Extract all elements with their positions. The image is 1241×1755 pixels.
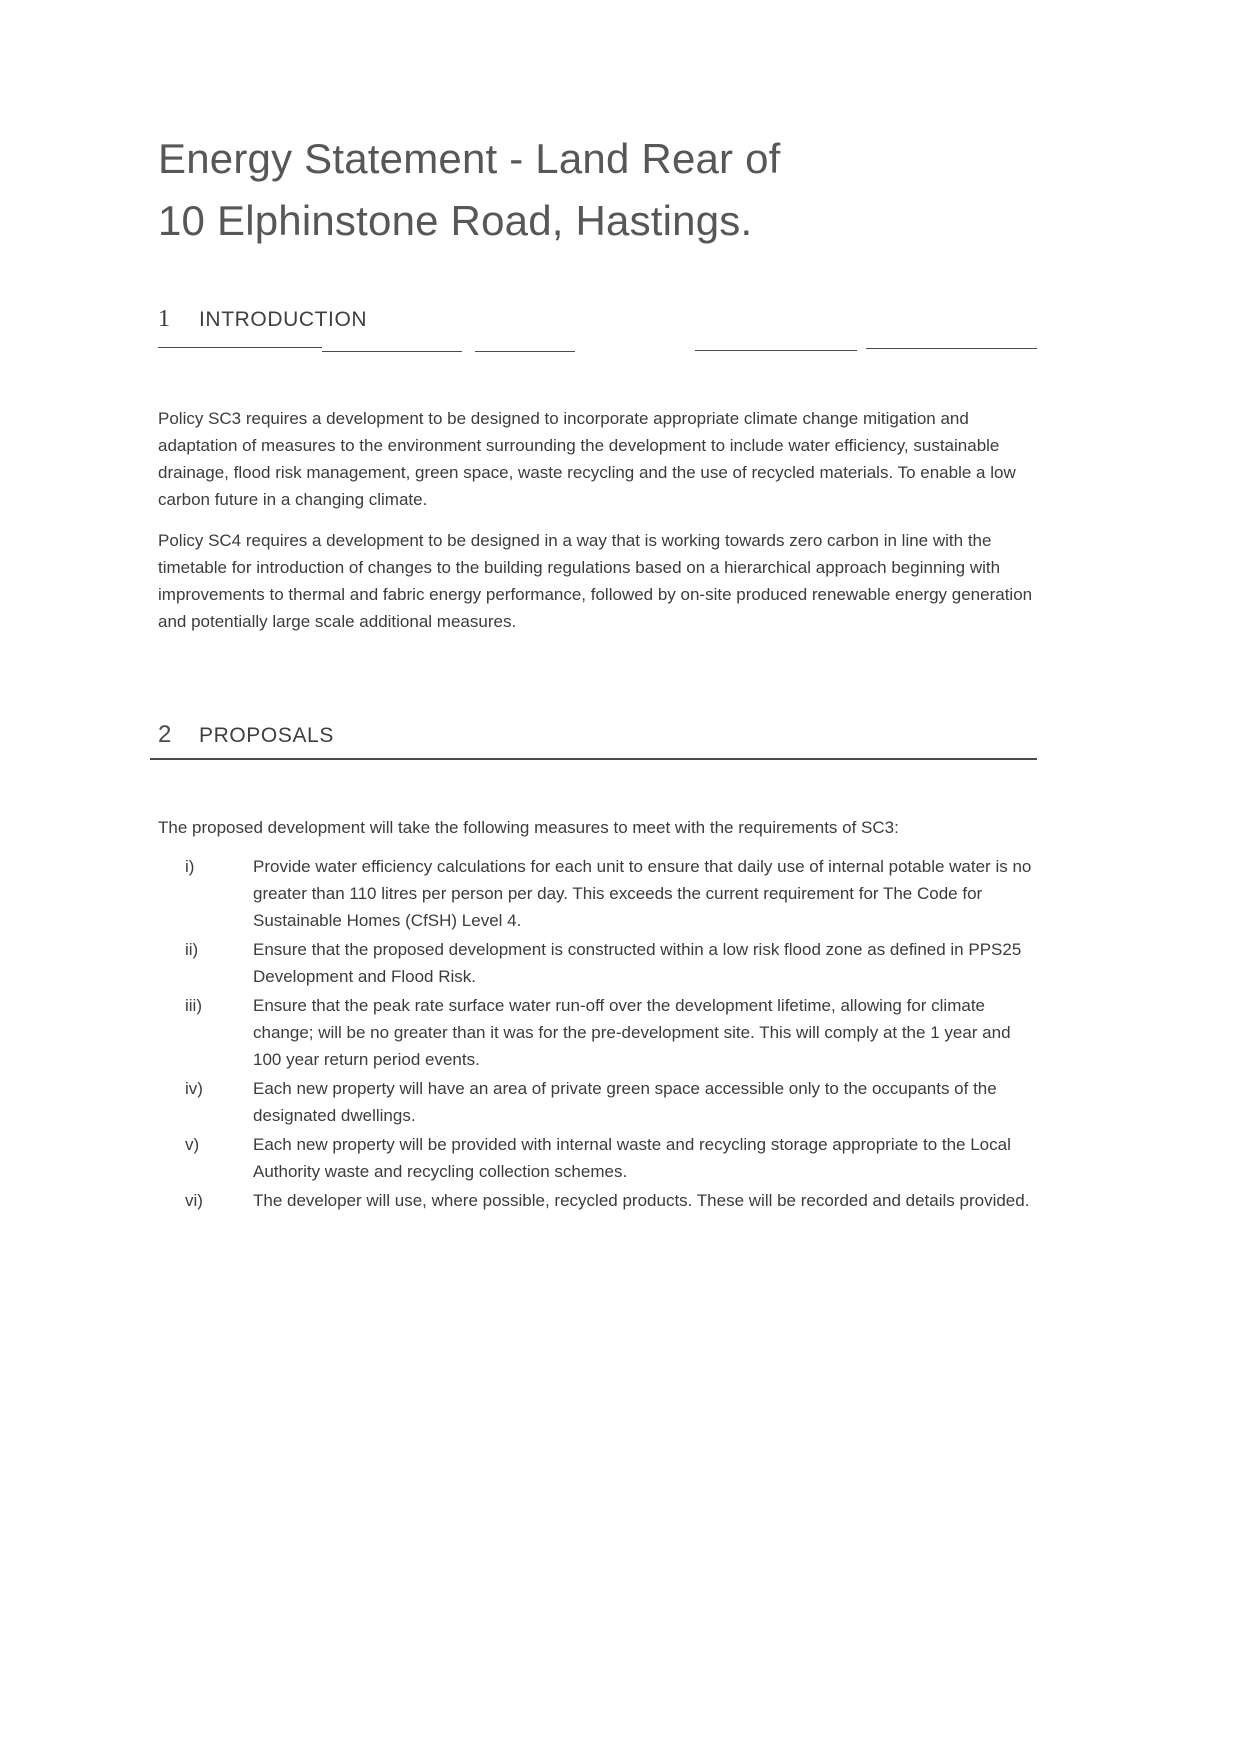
list-item-iii bbox=[158, 992, 1037, 1073]
list-item-i bbox=[158, 853, 1037, 934]
list-item-v bbox=[158, 1131, 1037, 1185]
measures-list bbox=[158, 853, 1037, 1214]
section-2-title: PROPOSALS bbox=[199, 724, 334, 747]
rule-segment-2 bbox=[322, 351, 462, 352]
list-marker-iii: iii) bbox=[185, 996, 202, 1015]
document-title bbox=[158, 128, 1037, 252]
paragraph-policy-sc3: Policy SC3 requires a development to be designed to incorporate appropriate climate change mitigation and adaptation of measures to the environment surrounding the development to include water efficiency, sustainable drainage, flood risk management, green space, waste recycling and the use of recycled materials. To enable a low carbon future in a changing climate. bbox=[158, 409, 1016, 509]
rule-segment-4 bbox=[695, 350, 857, 351]
list-text-vi: The developer will use, where possible, recycled products. These will be recorded and details provided. bbox=[253, 1191, 1030, 1210]
list-marker-v: v) bbox=[185, 1135, 200, 1154]
rule-segment-3 bbox=[475, 351, 575, 352]
document-title-line2: 10 Elphinstone Road, Hastings. bbox=[158, 197, 753, 244]
section-2-number: 2 bbox=[158, 721, 172, 748]
section-1-number: 1 bbox=[158, 306, 170, 332]
rule-segment-1 bbox=[158, 347, 322, 348]
list-text-iii: Ensure that the peak rate surface water run-off over the development lifetime, allowing for climate change; will be no greater than it was for the pre-development site. This will comply at the 1 year and 100 year return period events. bbox=[253, 996, 1011, 1069]
heading-rule-segments bbox=[158, 347, 1037, 355]
list-text-i: Provide water efficiency calculations for each unit to ensure that daily use of internal potable water is no greater than 110 litres per person per day. This exceeds the current requirement for The Code for Sustainable Homes (CfSH) Level 4. bbox=[253, 857, 1032, 930]
list-text-ii: Ensure that the proposed development is constructed within a low risk flood zone as defined in PPS25 Development and Flood Risk. bbox=[253, 940, 1022, 986]
list-marker-ii: ii) bbox=[185, 940, 199, 959]
list-marker-i: i) bbox=[185, 857, 195, 876]
proposals-intro: The proposed development will take the following measures to meet with the requirements of SC3: bbox=[158, 818, 899, 837]
rule-segment-5 bbox=[866, 348, 1037, 349]
document-title-line1: Energy Statement - Land Rear of bbox=[158, 135, 781, 182]
list-item-iv bbox=[158, 1075, 1037, 1129]
list-text-v: Each new property will be provided with internal waste and recycling storage appropriate to the Local Authority waste and recycling collection schemes. bbox=[253, 1135, 1011, 1181]
paragraph-policy-sc4: Policy SC4 requires a development to be designed in a way that is working towards zero carbon in line with the timetable for introduction of changes to the building regulations based on a hierarchical approach beginning with improvements to thermal and fabric energy performance, followed by on-site produced renewable energy generation and potentially large scale additional measures. bbox=[158, 531, 1033, 631]
section-2-rule bbox=[150, 758, 1037, 760]
section-1-heading bbox=[158, 306, 1037, 333]
section-2-heading bbox=[158, 721, 1037, 749]
list-text-iv: Each new property will have an area of private green space accessible only to the occupants of the designated dwellings. bbox=[253, 1079, 997, 1125]
section-1-title: INTRODUCTION bbox=[199, 308, 368, 331]
list-marker-iv: iv) bbox=[185, 1079, 203, 1098]
list-item-vi bbox=[158, 1187, 1037, 1214]
list-marker-vi: vi) bbox=[185, 1191, 203, 1210]
list-item-ii bbox=[158, 936, 1037, 990]
